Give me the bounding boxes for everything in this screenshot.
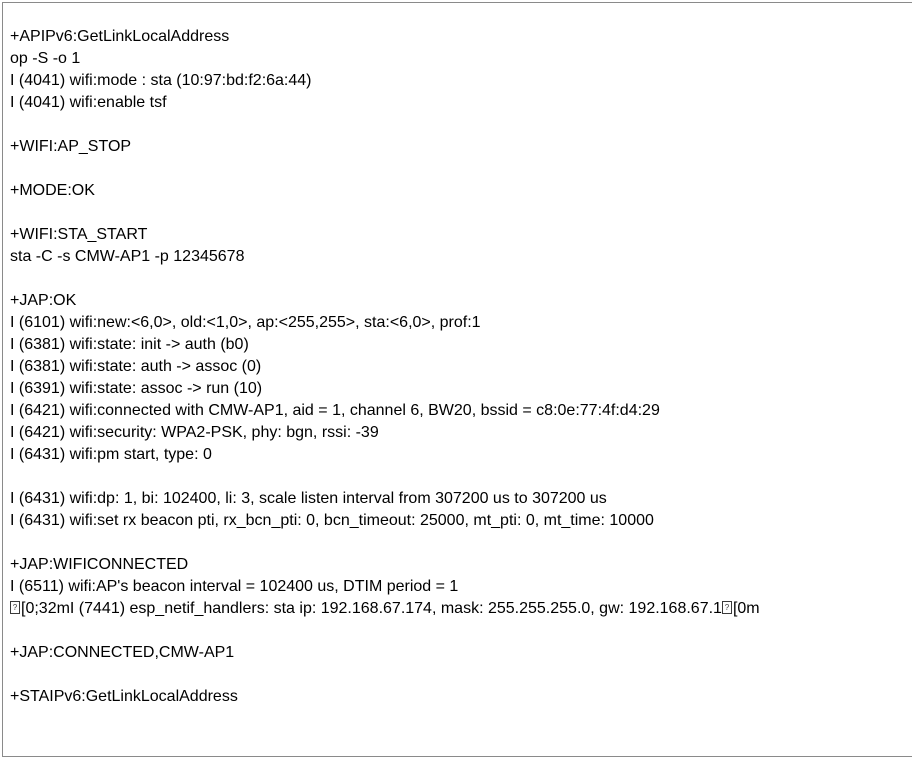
- ansi-line-text: [0;32mI (7441) esp_netif_handlers: sta ip: 192.168.67.174, mask: 255.255.255.0, gw: 192.168.67.1: [21, 600, 722, 617]
- log-line: I (4041) wifi:mode : sta (10:97:bd:f2:6a:44): [10, 72, 312, 89]
- escape-control-char-box-icon: ?: [10, 601, 20, 614]
- log-line: +JAP:WIFICONNECTED: [10, 556, 189, 573]
- log-line: +WIFI:AP_STOP: [10, 138, 132, 155]
- log-line-blank: [10, 620, 912, 642]
- serial-console-log[interactable]: [2, 2, 912, 757]
- log-line: I (6391) wifi:state: assoc -> run (10): [10, 380, 263, 397]
- log-line: I (6511) wifi:AP's beacon interval = 102400 us, DTIM period = 1: [10, 578, 459, 595]
- ansi-line-reset-text: [0m: [732, 600, 760, 617]
- log-line: I (6431) wifi:pm start, type: 0: [10, 446, 212, 463]
- log-line-blank: [10, 664, 912, 686]
- log-line: I (6431) wifi:dp: 1, bi: 102400, li: 3, scale listen interval from 307200 us to 307200 us: [10, 490, 607, 507]
- log-line: I (6101) wifi:new:<6,0>, old:<1,0>, ap:<255,255>, sta:<6,0>, prof:1: [10, 314, 481, 331]
- log-line: sta -C -s CMW-AP1 -p 12345678: [10, 248, 245, 265]
- log-line: +STAIPv6:GetLinkLocalAddress: [10, 688, 238, 705]
- log-line-blank: [10, 466, 912, 488]
- log-line-ansi-escape: [10, 598, 912, 620]
- log-line: +JAP:OK: [10, 292, 77, 309]
- log-line: I (6421) wifi:connected with CMW-AP1, aid = 1, channel 6, BW20, bssid = c8:0e:77:4f:d4:29: [10, 402, 660, 419]
- log-line: I (6381) wifi:state: auth -> assoc (0): [10, 358, 262, 375]
- log-line: +JAP:CONNECTED,CMW-AP1: [10, 644, 235, 661]
- log-line: +APIPv6:GetLinkLocalAddress: [10, 28, 230, 45]
- escape-control-char-box-icon: ?: [722, 601, 732, 614]
- log-line-blank: [10, 268, 912, 290]
- log-line: I (4041) wifi:enable tsf: [10, 94, 167, 111]
- log-line: I (6381) wifi:state: init -> auth (b0): [10, 336, 249, 353]
- log-line: +WIFI:STA_START: [10, 226, 148, 243]
- log-line: op -S -o 1: [10, 50, 81, 67]
- log-line: I (6431) wifi:set rx beacon pti, rx_bcn_pti: 0, bcn_timeout: 25000, mt_pti: 0, mt_time: 10000: [10, 512, 654, 529]
- log-line: I (6421) wifi:security: WPA2-PSK, phy: bgn, rssi: -39: [10, 424, 379, 441]
- log-line-blank: [10, 158, 912, 180]
- log-line: +MODE:OK: [10, 182, 95, 199]
- log-line-blank: [10, 114, 912, 136]
- log-line-blank: [10, 532, 912, 554]
- log-line-blank: [10, 202, 912, 224]
